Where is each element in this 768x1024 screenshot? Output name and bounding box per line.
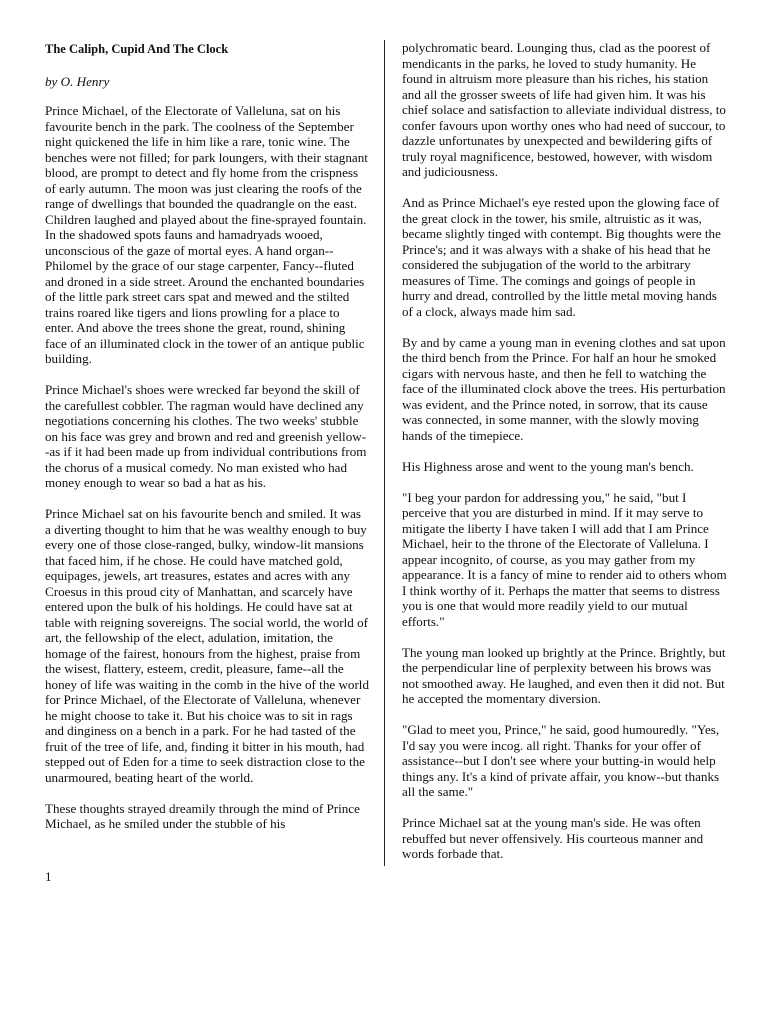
author-byline: by O. Henry [45,73,110,89]
paragraph: Prince Michael's shoes were wrecked far beyond the skill of the carefullest cobbler. The ragman would have declined any negotiations concerning his clothes. The two weeks' stubble on his face was grey and brown and red and greenish yellow--as if it had been made up from individual contributions from the chorus of a musical comedy. No man existed who had money enough to wear so bad a hat as his. [45,382,367,490]
paragraph: The young man looked up brightly at the Prince. Brightly, but the perpendicular line of perplexity between his brows was not smoothed away. He laughed, and even then it did not. But he accepted the momentary diversion. [402,644,726,706]
left-column [45,40,370,847]
right-column [402,40,727,877]
paragraph: "Glad to meet you, Prince," he said, good humouredly. "Yes, I'd say you were incog. all right. Thanks for your offer of assistance--but I don't see where your butting-in would help things any. It's a kind of private affair, you know--but thanks all the same." [402,722,720,799]
page-number: 1 [45,869,52,884]
paragraph: polychromatic beard. Lounging thus, clad as the poorest of mendicants in the parks, he loved to study humanity. He found in altruism more pleasure than his riches, his station and all the grosser sweets of life had given him. It was his chief solace and satisfaction to alleviate individual distress, to confer favours upon worthy ones who had need of succour, to dazzle unfortunates by unexpected and bewildering gifts of truly royal magnificence, bestowed, however, with wisdom and judiciousness. [402,40,726,179]
paragraph: His Highness arose and went to the young man's bench. [402,458,694,474]
paragraph: Prince Michael, of the Electorate of Valleluna, sat on his favourite bench in the park. The coolness of the September night quickened the life in him like a rare, tonic wine. The benches were not filled; for park loungers, with their stagnant blood, are prompt to detect and fly home from the crispness of early autumn. The moon was just clearing the roofs of the range of dwellings that bounded the quadrangle on the east. Children laughed and played about the fine-sprayed fountain. In the shadowed spots fauns and hamadryads wooed, unconscious of the gaze of mortal eyes. A hand organ--Philomel by the grace of our stage carpenter, Fancy--fluted and droned in a side street. Around the enchanted boundaries of the little park street cars spat and mewed and the stilted trains roared like tigers and lions prowling for a place to enter. And above the trees shone the great, round, shining face of an illuminated clock in the tower of an antique public building. [45,103,368,366]
paragraph: And as Prince Michael's eye rested upon the glowing face of the great clock in the tower, his smile, altruistic as it was, became slightly tinged with contempt. Big thoughts were the Prince's; and it was always with a shake of his head that he considered the subjugation of the world to the arbitrary measures of Time. The comings and goings of people in hurry and dread, controlled by the little metal moving hands of a clock, always made him sad. [402,195,721,319]
story-title: The Caliph, Cupid And The Clock [45,42,229,56]
column-divider [384,40,385,866]
paragraph: Prince Michael sat on his favourite bench and smiled. It was a diverting thought to him that he was wealthy enough to buy every one of those close-ranged, bulky, window-lit mansions that faced him, if he chose. He could have matched gold, equipages, jewels, art treasures, estates and acres with any Croesus in this proud city of Manhattan, and scarcely have entered upon the bulk of his holdings. He could have sat at table with reigning sovereigns. The social world, the world of art, the fellowship of the elect, adulation, imitation, the homage of the fairest, honours from the highest, praise from the wisest, flattery, esteem, credit, pleasure, fame--all the honey of life was waiting in the comb in the hive of the world for Prince Michael, of the Electorate of Valleluna, whenever he might choose to take it. But his choice was to sit in rags and dinginess on a bench in a park. For he had tasted of the fruit of the tree of life, and, finding it bitter in his mouth, had stepped out of Eden for a time to seek distraction close to the unarmoured, beating heart of the world. [45,506,369,785]
paragraph: "I beg your pardon for addressing you," he said, "but I perceive that you are disturbed in mind. If it may serve to mitigate the liberty I have taken I will add that I am Prince Michael, heir to the throne of the Electorate of Valleluna. I appear incognito, of course, as you may gather from my appearance. It is a fancy of mine to render aid to others whom I think worthy of it. Perhaps the matter that seems to distress you is one that would more readily yield to our mutual efforts." [402,489,727,629]
paragraph: Prince Michael sat at the young man's side. He was often rebuffed but never offensively. His courteous manner and words forbade that. [402,815,704,861]
paragraph: By and by came a young man in evening clothes and sat upon the third bench from the Prince. For half an hour he smoked cigars with nervous haste, and then he fell to watching the face of the illuminated clock above the trees. His perturbation was evident, and the Prince noted, in sorrow, that its cause was connected, in some manner, with the slowly moving hands of the timepiece. [402,334,726,443]
paragraph: These thoughts strayed dreamily through the mind of Prince Michael, as he smiled under the stubble of his [45,800,360,831]
